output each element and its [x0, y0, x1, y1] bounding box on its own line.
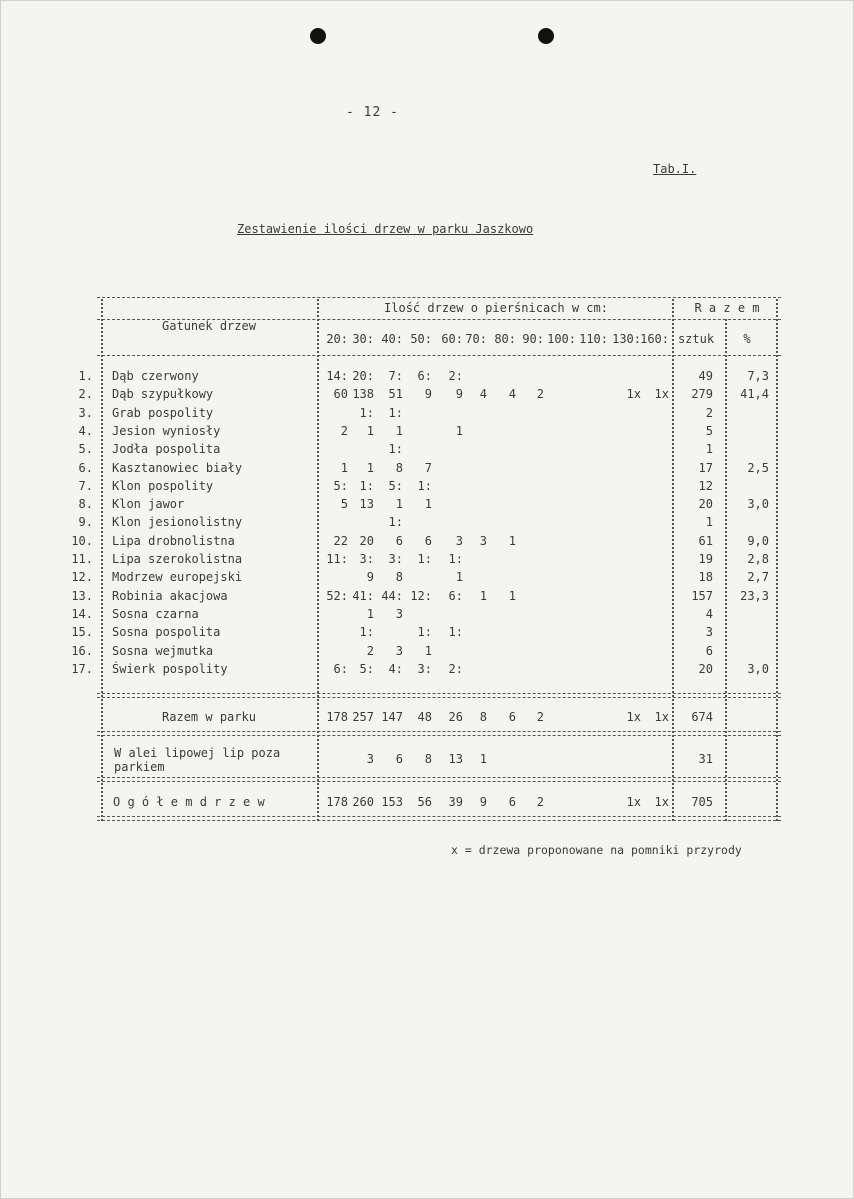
- row-number: 9.: [78, 515, 93, 529]
- park-total-value: 8: [479, 710, 487, 724]
- park-total-value: 1x: [626, 710, 641, 724]
- park-total-bottom-rule: [97, 731, 781, 732]
- row-species-name: Lipa szerokolistna: [112, 552, 243, 566]
- header-diameter-col: 90:: [522, 332, 544, 346]
- row-value: 3: [395, 644, 403, 658]
- row-value: 44:: [381, 589, 403, 603]
- separator-right: [776, 299, 778, 821]
- punch-hole-right: [538, 28, 554, 44]
- row-value: 3: [395, 607, 403, 621]
- header-sztuk: sztuk: [677, 332, 715, 346]
- row-number: 13.: [71, 589, 93, 603]
- row-value: 13: [359, 497, 374, 511]
- row-value: 1: [366, 424, 374, 438]
- row-species-name: Lipa drobnolistna: [112, 534, 235, 548]
- header-diameter-col: 130:: [612, 332, 641, 346]
- row-value: 2: [366, 644, 374, 658]
- row-species-name: Sosna wejmutka: [112, 644, 214, 658]
- row-sztuk: 5: [705, 424, 713, 438]
- row-value: 20: [359, 534, 374, 548]
- row-number: 14.: [71, 607, 93, 621]
- row-sztuk: 61: [698, 534, 713, 548]
- row-value: 2:: [448, 369, 463, 383]
- row-value: 1: [366, 461, 374, 475]
- row-value: 3: [455, 534, 463, 548]
- row-species-name: Jesion wyniosły: [112, 424, 221, 438]
- row-species-name: Sosna pospolita: [112, 625, 221, 639]
- row-value: 4:: [388, 662, 403, 676]
- row-value: 6:: [448, 589, 463, 603]
- row-value: 6: [395, 534, 403, 548]
- header-bottom-rule: [97, 355, 781, 356]
- row-value: 138: [352, 387, 374, 401]
- row-value: 1: [508, 589, 516, 603]
- row-pct: 9,0: [747, 534, 769, 548]
- row-value: 22: [333, 534, 348, 548]
- row-value: 1: [455, 424, 463, 438]
- row-sztuk: 2: [705, 406, 713, 420]
- separator-left: [101, 299, 103, 821]
- row-number: 6.: [78, 461, 93, 475]
- row-value: 1:: [417, 625, 432, 639]
- row-number: 17.: [71, 662, 93, 676]
- row-sztuk: 20: [698, 662, 713, 676]
- row-species-name: Robinia akacjowa: [112, 589, 228, 603]
- row-value: 14:: [326, 369, 348, 383]
- row-sztuk: 4: [705, 607, 713, 621]
- alley-bottom-rule: [97, 777, 781, 778]
- row-species-name: Dąb czerwony: [112, 369, 199, 383]
- header-total: R a z e m: [694, 301, 760, 315]
- row-value: 5:: [333, 479, 348, 493]
- grand-total-value: 56: [417, 795, 432, 809]
- row-number: 8.: [78, 497, 93, 511]
- row-value: 9: [424, 387, 432, 401]
- row-pct: 7,3: [747, 369, 769, 383]
- row-value: 1:: [417, 552, 432, 566]
- header-diameter-col: 60:: [441, 332, 463, 346]
- row-species-name: Klon jesionolistny: [112, 515, 243, 529]
- park-total-value: 2: [536, 710, 544, 724]
- row-number: 5.: [78, 442, 93, 456]
- row-sztuk: 18: [698, 570, 713, 584]
- punch-hole-left: [310, 28, 326, 44]
- park-total-value: 48: [417, 710, 432, 724]
- grand-total-label: O g ó ł e m d r z e w: [113, 795, 265, 809]
- row-value: 1: [366, 607, 374, 621]
- row-number: 3.: [78, 406, 93, 420]
- header-pct: %: [743, 332, 751, 346]
- row-value: 4: [508, 387, 516, 401]
- row-value: 7:: [388, 369, 403, 383]
- row-value: 2: [340, 424, 348, 438]
- row-number: 4.: [78, 424, 93, 438]
- row-value: 7: [424, 461, 432, 475]
- row-pct: 3,0: [747, 662, 769, 676]
- row-value: 1: [479, 589, 487, 603]
- header-species: Gatunek drzew: [162, 319, 256, 333]
- row-species-name: Grab pospolity: [112, 406, 214, 420]
- row-species-name: Kasztanowiec biały: [112, 461, 243, 475]
- row-species-name: Klon jawor: [112, 497, 185, 511]
- grand-total-value: 260: [352, 795, 374, 809]
- alley-value: 13: [448, 752, 463, 766]
- row-value: 1:: [359, 625, 374, 639]
- row-sztuk: 12: [698, 479, 713, 493]
- park-total-value: 257: [352, 710, 374, 724]
- row-sztuk: 49: [698, 369, 713, 383]
- row-value: 20:: [352, 369, 374, 383]
- row-pct: 3,0: [747, 497, 769, 511]
- row-pct: 2,7: [747, 570, 769, 584]
- row-sztuk: 279: [691, 387, 713, 401]
- grand-total-value: 39: [448, 795, 463, 809]
- header-diameter-group: Ilość drzew o pierśnicach w cm:: [384, 301, 608, 315]
- park-total-value: 1x: [654, 710, 669, 724]
- row-species-name: Modrzew europejski: [112, 570, 243, 584]
- row-value: 1: [508, 534, 516, 548]
- row-number: 16.: [71, 644, 93, 658]
- grand-total-value: 2: [536, 795, 544, 809]
- row-value: 6:: [417, 369, 432, 383]
- alley-value: 1: [479, 752, 487, 766]
- row-value: 41:: [352, 589, 374, 603]
- header-diameter-col: 50:: [410, 332, 432, 346]
- grand-total-value: 1x: [654, 795, 669, 809]
- row-value: 1: [395, 424, 403, 438]
- alley-label-line1: W alei lipowej lip poza: [114, 746, 281, 760]
- grand-total-value: 153: [381, 795, 403, 809]
- row-value: 9: [455, 387, 463, 401]
- table-top-rule: [97, 297, 781, 298]
- row-species-name: Sosna czarna: [112, 607, 199, 621]
- species-bottom-rule: [97, 693, 781, 694]
- row-value: 8: [395, 461, 403, 475]
- row-number: 1.: [78, 369, 93, 383]
- header-diameter-col: 100:: [547, 332, 576, 346]
- grand-total-value: 1x: [626, 795, 641, 809]
- row-pct: 2,8: [747, 552, 769, 566]
- page-number: - 12 -: [346, 105, 399, 120]
- row-value: 6:: [333, 662, 348, 676]
- row-species-name: Świerk pospolity: [112, 662, 228, 676]
- row-sztuk: 1: [705, 442, 713, 456]
- header-diameter-col: 20:: [326, 332, 348, 346]
- grand-total-value: 178: [326, 795, 348, 809]
- row-sztuk: 3: [705, 625, 713, 639]
- row-pct: 23,3: [740, 589, 769, 603]
- row-value: 9: [366, 570, 374, 584]
- row-value: 3:: [359, 552, 374, 566]
- row-pct: 41,4: [740, 387, 769, 401]
- park-total-value: 26: [448, 710, 463, 724]
- alley-value: 8: [424, 752, 432, 766]
- row-value: 1:: [388, 442, 403, 456]
- row-value: 1x: [654, 387, 669, 401]
- row-number: 12.: [71, 570, 93, 584]
- row-value: 1: [455, 570, 463, 584]
- alley-value: 3: [366, 752, 374, 766]
- park-total-value: 6: [508, 710, 516, 724]
- row-value: 1: [424, 497, 432, 511]
- row-sztuk: 20: [698, 497, 713, 511]
- row-value: 5: [340, 497, 348, 511]
- row-number: 11.: [71, 552, 93, 566]
- row-sztuk: 17: [698, 461, 713, 475]
- row-value: 3:: [417, 662, 432, 676]
- row-value: 52:: [326, 589, 348, 603]
- row-species-name: Dąb szypułkowy: [112, 387, 214, 401]
- park-total-value: 178: [326, 710, 348, 724]
- row-value: 60: [333, 387, 348, 401]
- row-value: 51: [388, 387, 403, 401]
- document-title: Zestawienie ilości drzew w parku Jaszkowo: [237, 222, 534, 236]
- row-value: 1:: [359, 479, 374, 493]
- row-value: 1: [395, 497, 403, 511]
- row-number: 15.: [71, 625, 93, 639]
- grand-total-sztuk: 705: [691, 795, 713, 809]
- header-diameter-col: 70:: [465, 332, 487, 346]
- header-diameter-col: 30:: [352, 332, 374, 346]
- grand-total-value: 6: [508, 795, 516, 809]
- park-total-sztuk: 674: [691, 710, 713, 724]
- grand-total-value: 9: [479, 795, 487, 809]
- row-value: 1: [340, 461, 348, 475]
- alley-sztuk: 31: [698, 752, 713, 766]
- row-value: 4: [479, 387, 487, 401]
- row-value: 1:: [417, 479, 432, 493]
- row-value: 1:: [388, 406, 403, 420]
- row-value: 8: [395, 570, 403, 584]
- row-species-name: Klon pospolity: [112, 479, 214, 493]
- row-value: 12:: [410, 589, 432, 603]
- header-diameter-col: 110:: [579, 332, 608, 346]
- row-number: 2.: [78, 387, 93, 401]
- row-value: 1x: [626, 387, 641, 401]
- row-value: 1:: [448, 552, 463, 566]
- park-total-value: 147: [381, 710, 403, 724]
- row-pct: 2,5: [747, 461, 769, 475]
- row-value: 2:: [448, 662, 463, 676]
- row-value: 2: [536, 387, 544, 401]
- alley-value: 6: [395, 752, 403, 766]
- row-number: 10.: [71, 534, 93, 548]
- park-total-label: Razem w parku: [162, 710, 256, 724]
- row-sztuk: 1: [705, 515, 713, 529]
- header-diameter-col: 40:: [381, 332, 403, 346]
- row-value: 1:: [359, 406, 374, 420]
- row-sztuk: 6: [705, 644, 713, 658]
- row-value: 3:: [388, 552, 403, 566]
- alley-label-line2: parkiem: [114, 760, 165, 774]
- row-value: 5:: [388, 479, 403, 493]
- header-diameter-col: 80:: [494, 332, 516, 346]
- row-value: 11:: [326, 552, 348, 566]
- row-value: 6: [424, 534, 432, 548]
- footnote: x = drzewa proponowane na pomniki przyrody: [451, 843, 742, 857]
- row-value: 5:: [359, 662, 374, 676]
- table-bottom-rule: [97, 816, 781, 817]
- row-sztuk: 157: [691, 589, 713, 603]
- row-value: 1: [424, 644, 432, 658]
- row-value: 1:: [388, 515, 403, 529]
- row-number: 7.: [78, 479, 93, 493]
- table-label: Tab.I.: [653, 162, 697, 176]
- row-value: 3: [479, 534, 487, 548]
- row-value: 1:: [448, 625, 463, 639]
- row-species-name: Jodła pospolita: [112, 442, 221, 456]
- header-diameter-col: 160:: [640, 332, 669, 346]
- row-sztuk: 19: [698, 552, 713, 566]
